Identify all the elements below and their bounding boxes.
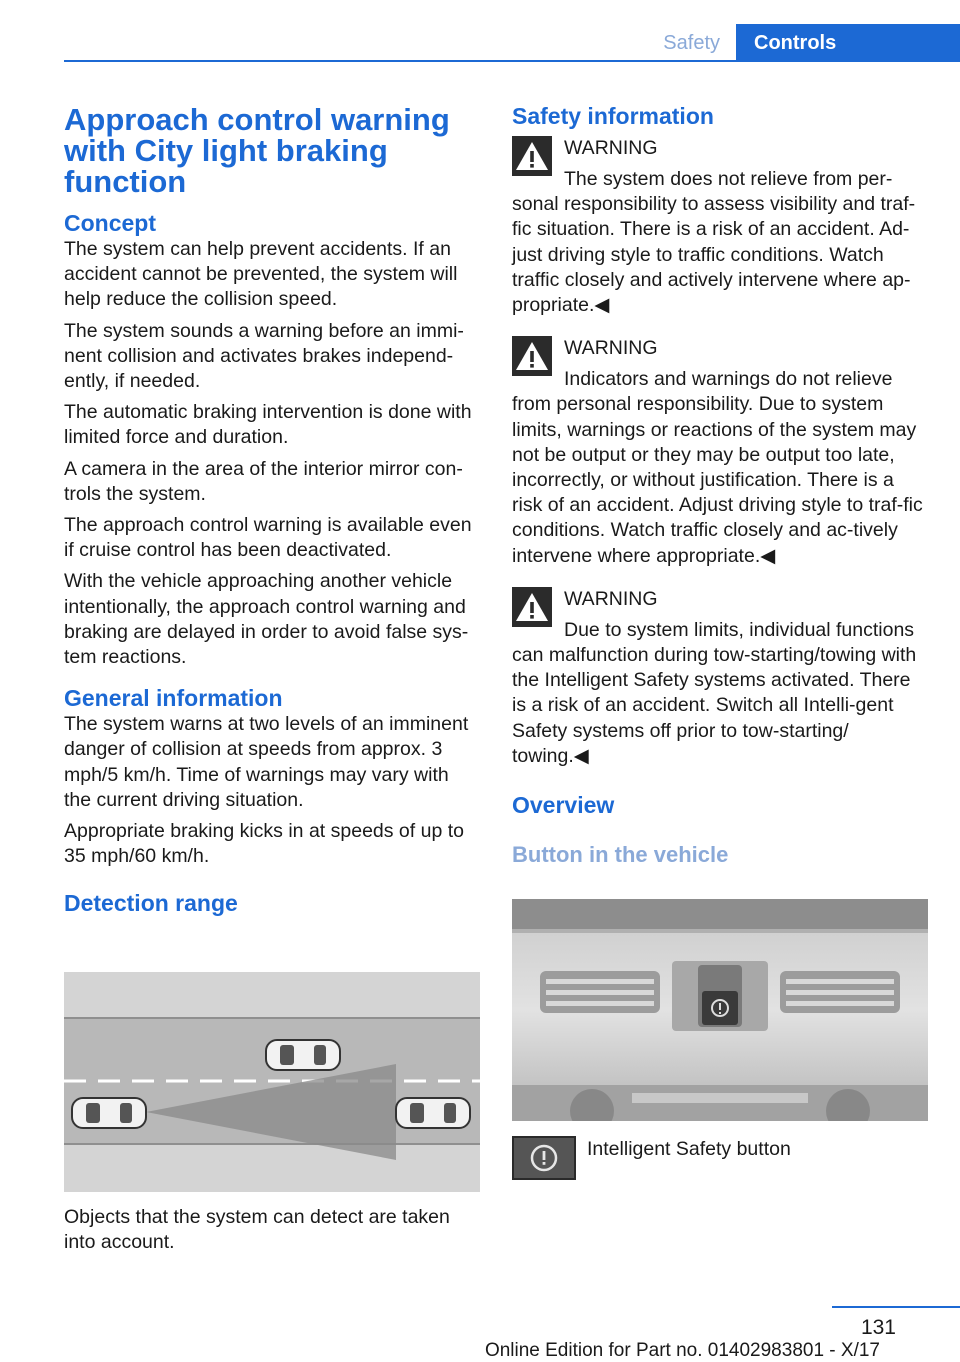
right-column [512,100,928,869]
button-caption: Intelligent Safety button [587,1138,791,1160]
warning-label: WARNING [564,337,658,360]
header-rule [64,60,960,62]
detection-caption: Objects that the system can detect are taken into account. [64,1206,450,1254]
warning-block [512,136,928,318]
warning-text: from personal responsibility. Due to system limits, warnings or reactions of the system may not be output or they may be output too late, incorrectly, or without justification. There is a risk of an accident. Adjust driving style to traf‐fic conditions. Watch traffic closely and ac‐tively intervene where appropriate.◀ [512,393,923,567]
edition-note: Online Edition for Part no. 01402983801 - X/17 [484,1340,880,1361]
dashboard-illustration [512,899,928,1121]
warning-text: sonal responsibility to assess visibility and traf‐fic situation. There is a risk of an accident. Ad‐just driving style to traffic conditions. Watch traffic closely and actively intervene where ap‐propriate.◀ [512,193,916,317]
warning-block [512,587,928,769]
concept-paragraph: The approach control warning is available even if cruise control has been deactivated. [64,514,472,562]
warning-block [512,336,928,569]
button-heading: Button in the vehicle [512,842,729,868]
page-number: 131 [860,1316,896,1339]
car-icon [72,1098,146,1128]
general-heading: General information [64,685,283,712]
warning-triangle-icon [512,336,552,376]
safety-heading: Safety information [512,103,714,129]
page-title: Approach control warning with City light braking function [64,102,450,199]
car-icon [266,1040,340,1070]
overview-heading: Overview [512,792,615,819]
concept-paragraph: A camera in the area of the interior mirror con‐trols the system. [64,457,463,505]
vehicle-button-photo [512,899,928,1121]
concept-paragraph: The automatic braking intervention is done with limited force and duration. [64,401,472,449]
left-column [64,100,480,917]
general-paragraph: Appropriate braking kicks in at speeds of up to 35 mph/60 km/h. [64,820,464,868]
warning-text-first-line: Due to system limits, individual functions [564,618,915,641]
warning-triangle-icon [512,136,552,176]
detection-heading: Detection range [64,890,238,917]
car-icon [396,1098,470,1128]
warning-text: can malfunction during tow-starting/towing with the Intelligent Safety systems activated. There is a risk of an accident. Switch all Intelli‐gent Safety systems off prior to tow-starting/ towing.◀ [512,644,917,767]
general-paragraph: The system warns at two levels of an imminent danger of collision at speeds from approx. 3 mph/5 km/h. Time of warnings may vary with the current driving situation. [64,713,469,811]
warning-text-first-line: Indicators and warnings do not relieve [564,368,893,391]
footer-rule [832,1306,960,1308]
air-vent-left [540,971,660,1013]
detection-range-figure [64,972,480,1192]
detection-range-illustration [64,972,480,1192]
air-vent-right [780,971,900,1013]
warning-label: WARNING [564,137,658,159]
warning-label: WARNING [564,587,658,610]
concept-paragraph: With the vehicle approaching another vehicle intentionally, the approach control warning and braking are delayed in order to avoid false sys‐tem reactions. [64,570,469,669]
header-tab-controls: Controls [736,24,960,62]
warning-text-first-line: The system does not relieve from per‐ [564,168,893,190]
header-tab-safety: Safety [663,32,720,54]
concept-paragraph: The system can help prevent accidents. If an accident cannot be prevented, the system will help reduce the collision speed. [64,238,458,311]
warning-triangle-icon [512,587,552,627]
concept-heading: Concept [64,210,156,236]
intelligent-safety-icon [512,1136,576,1180]
concept-paragraph: The system sounds a warning before an immi‐nent collision and activates brakes independ‐ently, if needed. [64,319,464,393]
